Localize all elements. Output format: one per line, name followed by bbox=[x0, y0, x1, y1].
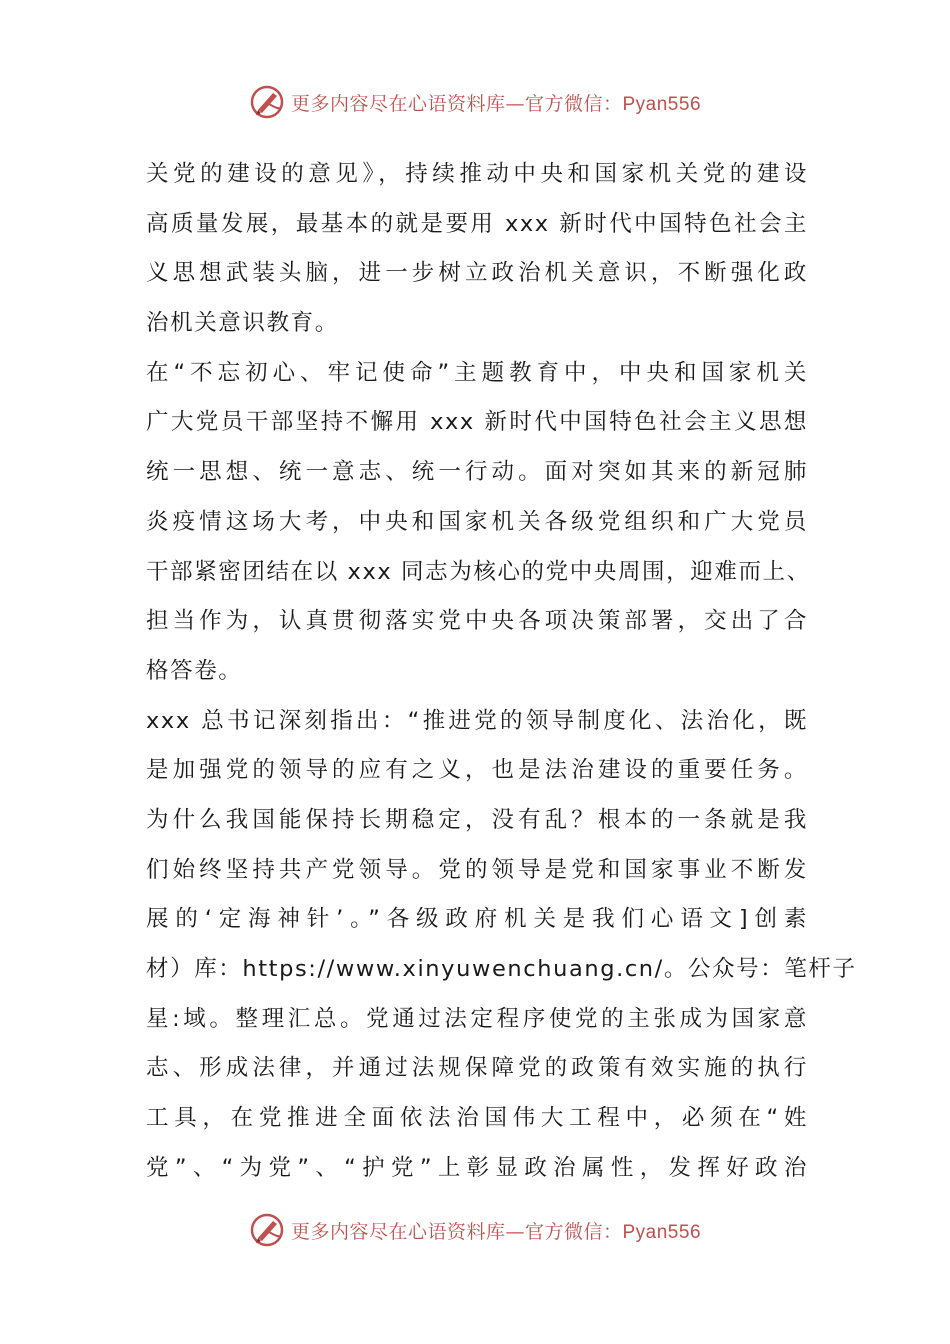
body-line: 在“不忘初心、牢记使命”主题教育中，中央和国家机关 bbox=[146, 359, 808, 386]
footer-wechat-label: 官方微信： bbox=[524, 1220, 623, 1243]
footer-library-text: 更多内容尽在心语资料库 bbox=[290, 1220, 506, 1243]
body-line: 工具，在党推进全面依法治国伟大工程中，必须在“姓 bbox=[146, 1105, 808, 1132]
body-line: 炎疫情这场大考，中央和国家机关各级党组织和广大党员 bbox=[146, 508, 808, 535]
body-line: 统一思想、统一意志、统一行动。面对突如其来的新冠肺 bbox=[146, 459, 808, 486]
body-line: xxx 总书记深刻指出：“推进党的领导制度化、法治化，既 bbox=[146, 707, 808, 734]
footer-banner-inner bbox=[249, 1212, 701, 1248]
header-library-text: 更多内容尽在心语资料库 bbox=[290, 92, 506, 115]
header-banner bbox=[0, 80, 950, 124]
body-line: 干部紧密团结在以 xxx 同志为核心的党中央周围，迎难而上、 bbox=[146, 558, 811, 585]
body-line: 星:域。整理汇总。党通过法定程序使党的主张成为国家意 bbox=[146, 1005, 808, 1032]
footer-wechat-id: Pyan556 bbox=[622, 1221, 702, 1243]
body-line: 格答卷。 bbox=[146, 657, 243, 684]
footer-banner bbox=[0, 1208, 950, 1252]
footer-separator: — bbox=[505, 1220, 525, 1243]
body-line: 治机关意识教育。 bbox=[146, 310, 339, 337]
header-wechat-label: 官方微信： bbox=[524, 92, 623, 115]
pen-logo-icon bbox=[249, 1212, 285, 1248]
header-wechat-id: Pyan556 bbox=[622, 93, 702, 115]
body-line: 党”、“为党”、“护党”上彰显政治属性，发挥好政治 bbox=[146, 1154, 808, 1181]
body-line: 担当作为，认真贯彻落实党中央各项决策部署，交出了合 bbox=[146, 608, 808, 635]
body-line: 广大党员干部坚持不懈用 xxx 新时代中国特色社会主义思想 bbox=[146, 409, 808, 436]
body-line: 是加强党的领导的应有之义，也是法治建设的重要任务。 bbox=[146, 757, 808, 784]
header-separator: — bbox=[505, 92, 525, 115]
body-line: 展的‘定海神针’。”各级政府机关是我们心语文]创素 bbox=[146, 906, 808, 933]
pen-logo-icon bbox=[249, 84, 285, 120]
header-banner-text bbox=[291, 89, 701, 116]
body-line: 高质量发展，最基本的就是要用 xxx 新时代中国特色社会主 bbox=[146, 210, 808, 237]
body-line: 材）库：https://www.xinyuwenchuang.cn/。公众号：笔杆子 bbox=[146, 956, 857, 982]
body-line: 义思想武装头脑，进一步树立政治机关意识，不断强化政 bbox=[146, 260, 808, 287]
footer-banner-text bbox=[291, 1217, 701, 1244]
body-line: 们始终坚持共产党领导。党的领导是党和国家事业不断发 bbox=[146, 856, 808, 883]
header-banner-inner bbox=[249, 84, 701, 120]
body-line: 为什么我国能保持长期稳定，没有乱？根本的一条就是我 bbox=[146, 806, 808, 833]
body-line: 志、形成法律，并通过法规保障党的政策有效实施的执行 bbox=[146, 1055, 808, 1082]
document-body bbox=[146, 150, 857, 1193]
body-line: 关党的建设的意见》，持续推动中央和国家机关党的建设 bbox=[146, 161, 808, 187]
